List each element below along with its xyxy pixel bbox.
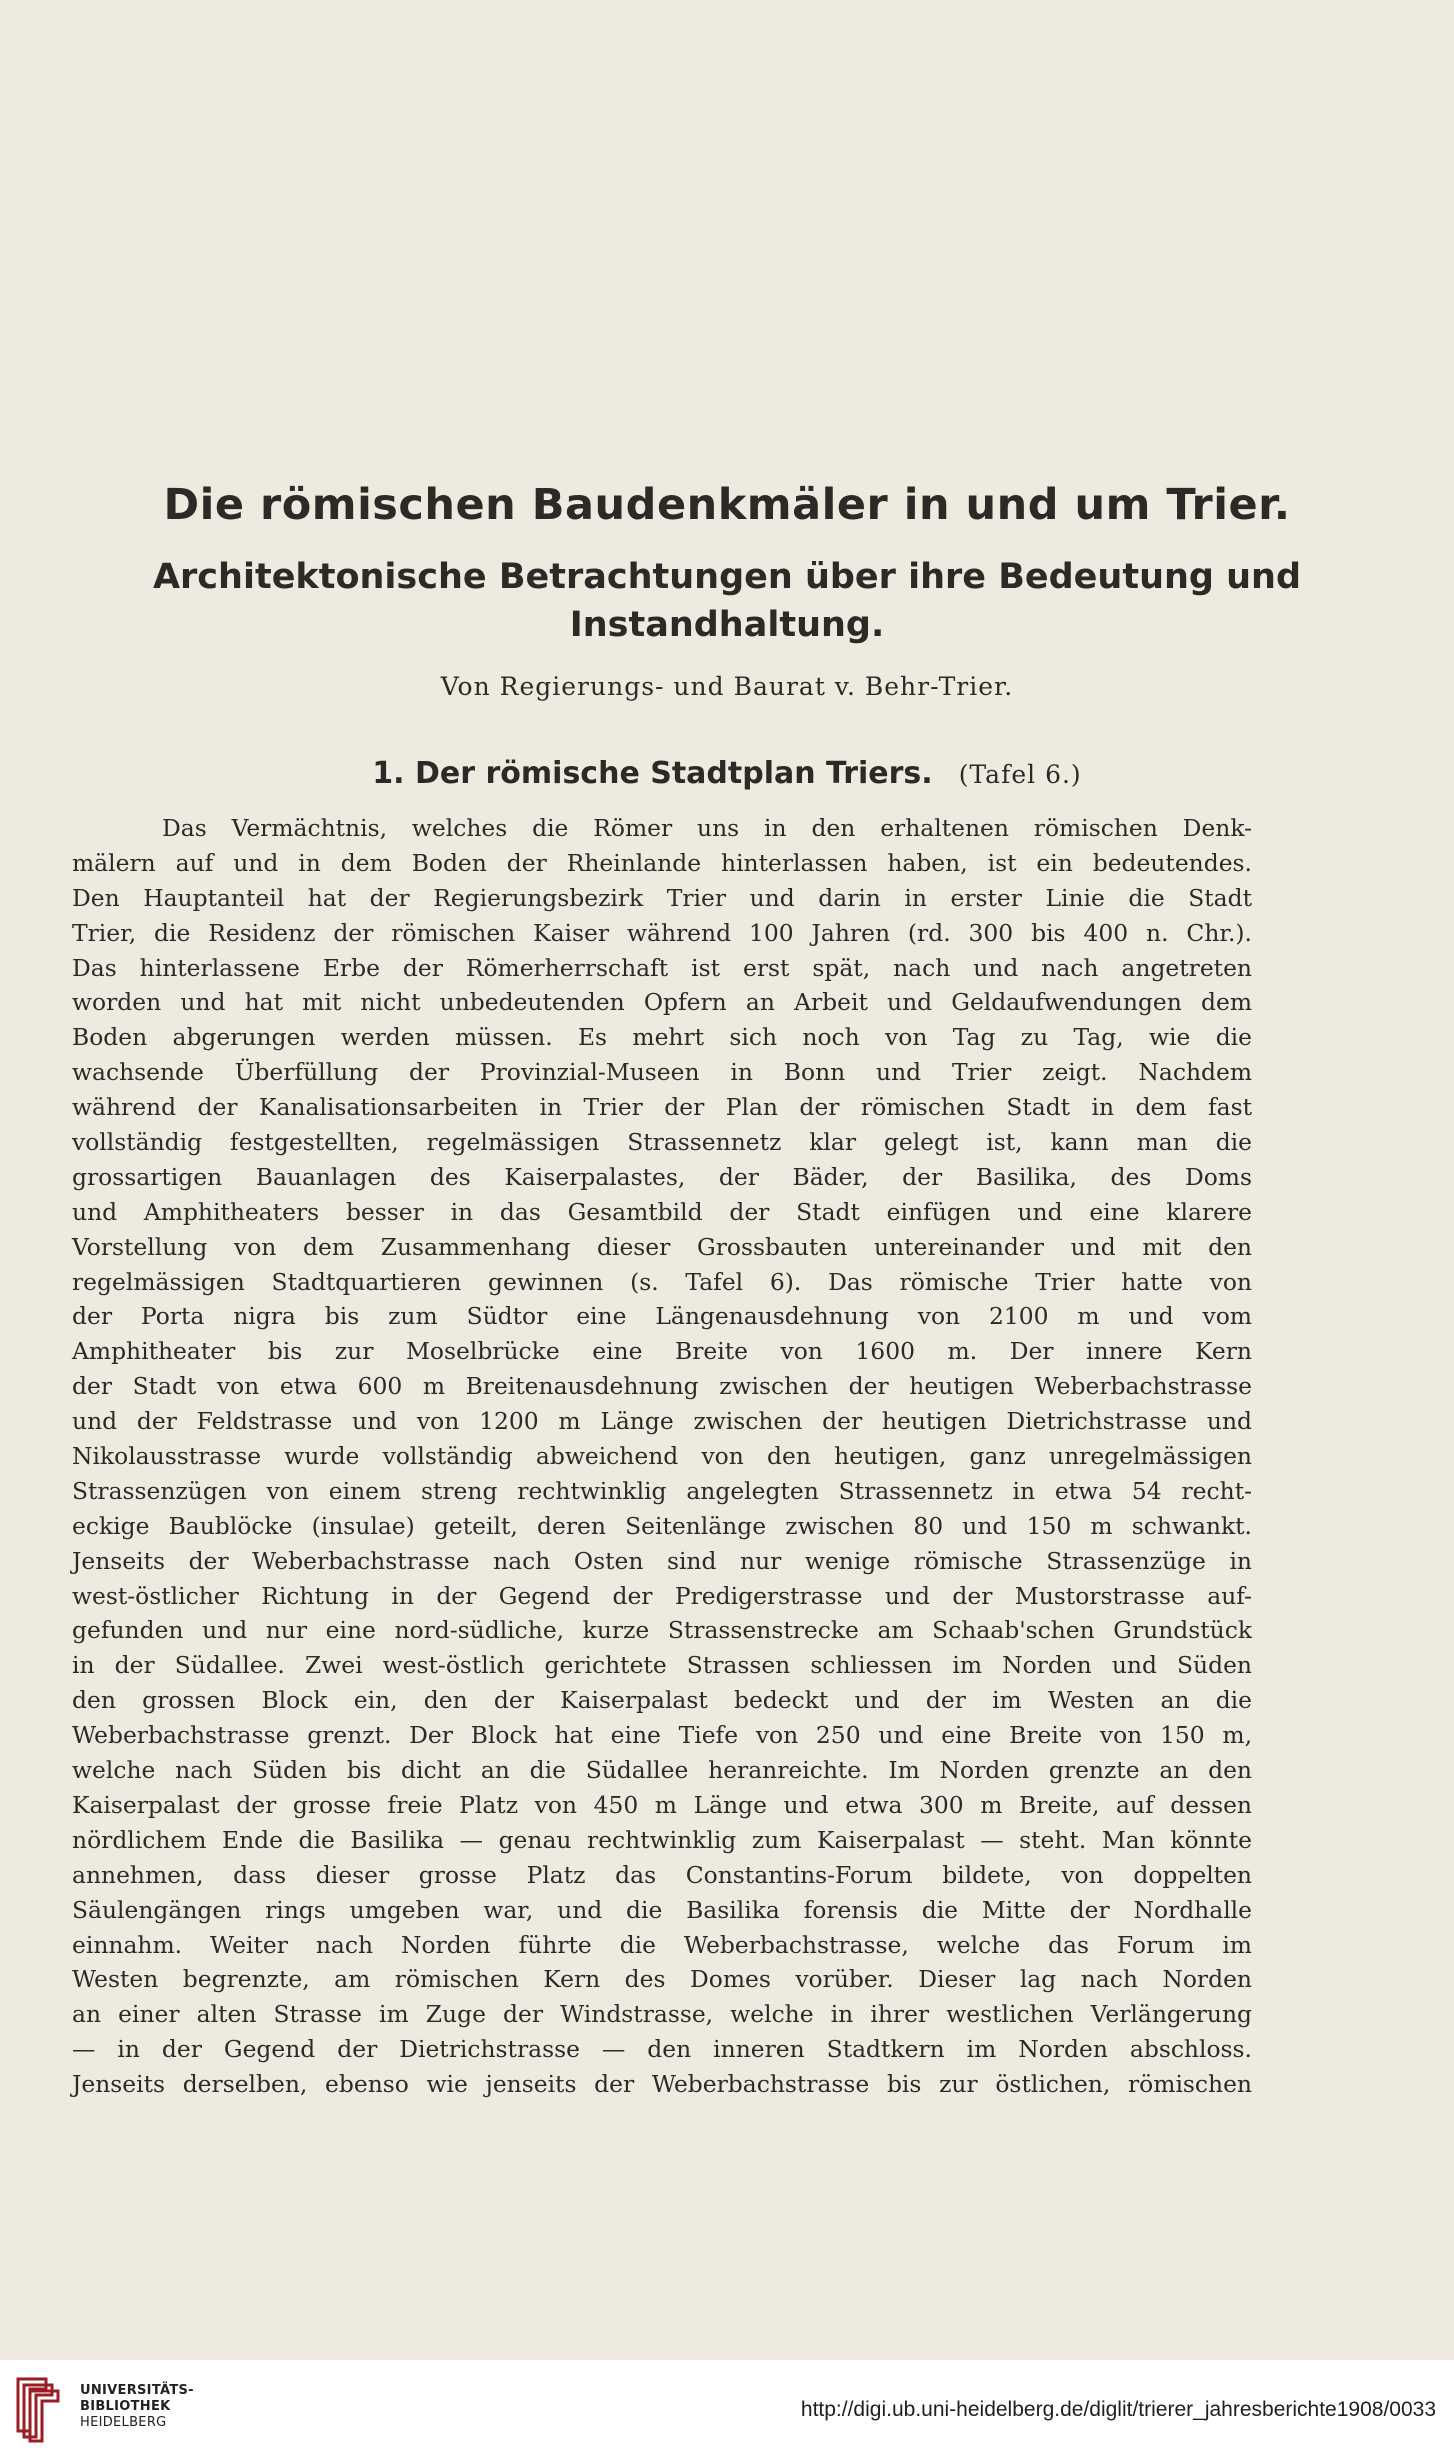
body-text: [72, 811, 1252, 2102]
text-line: annehmen, dass dieser grosse Platz das Constantins-Forum bildete, von doppelten: [72, 1860, 1252, 1889]
text-line: den grossen Block ein, den der Kaiserpalast bedeckt und der im Westen an die: [72, 1686, 1252, 1715]
text-line: und Amphitheaters besser in das Gesamtbild der Stadt einfügen und eine klarere: [72, 1197, 1252, 1226]
text-line: nördlichem Ende die Basilika — genau rechtwinklig zum Kaiserpalast — steht. Man könnte: [72, 1825, 1252, 1854]
text-line: Trier, die Residenz der römischen Kaiser während 100 Jahren (rd. 300 bis 400 n. Chr.).: [72, 918, 1252, 947]
text-line: in der Südallee. Zwei west-östlich gerichtete Strassen schliessen im Norden und Süden: [72, 1651, 1252, 1680]
source-url-link[interactable]: http://digi.ub.uni-heidelberg.de/diglit/trierer_jahresberichte1908/0033: [800, 2398, 1436, 2421]
text-line: — in der Gegend der Dietrichstrasse — den inneren Stadtkern im Norden abschloss.: [72, 2035, 1252, 2064]
section-title: 1. Der römische Stadtplan Triers.: [372, 756, 933, 791]
text-line: wachsende Überfüllung der Provinzial-Museen in Bonn und Trier zeigt. Nachdem: [72, 1058, 1252, 1087]
library-name: [80, 2383, 194, 2431]
text-line: Jenseits derselben, ebenso wie jenseits der Weberbachstrasse bis zur östlichen, römischen: [72, 2070, 1252, 2099]
text-line: an einer alten Strasse im Zuge der Windstrasse, welche in ihrer westlichen Verlängerung: [72, 2000, 1252, 2029]
article-title: Die römischen Baudenkmäler in und um Trier.: [163, 480, 1291, 530]
library-name-line: BIBLIOTHEK: [80, 2399, 171, 2414]
text-line: Das Vermächtnis, welches die Römer uns in den erhaltenen römischen Denk-: [162, 814, 1252, 842]
text-line: eckige Baublöcke (insulae) geteilt, deren Seitenlänge zwischen 80 und 150 m schwankt.: [72, 1511, 1252, 1540]
section-plate-reference: (Tafel 6.): [958, 760, 1082, 789]
section-heading: [0, 756, 1454, 791]
text-line: worden und hat mit nicht unbedeutenden Opfern an Arbeit und Geldaufwendungen dem: [72, 988, 1252, 1017]
text-line: Weberbachstrasse grenzt. Der Block hat eine Tiefe von 250 und eine Breite von 150 m,: [72, 1721, 1252, 1750]
library-name-line: HEIDELBERG: [80, 2415, 167, 2430]
text-line: Nikolausstrasse wurde vollständig abweichend von den heutigen, ganz unregelmässigen: [72, 1442, 1252, 1471]
text-line: vollständig festgestellten, regelmässigen Strassennetz klar gelegt ist, kann man die: [72, 1128, 1252, 1157]
text-line: Den Hauptanteil hat der Regierungsbezirk Trier und darin in erster Linie die Stadt: [72, 883, 1252, 912]
text-line: und der Feldstrasse und von 1200 m Länge zwischen der heutigen Dietrichstrasse und: [72, 1407, 1252, 1436]
text-line: Amphitheater bis zur Moselbrücke eine Breite von 1600 m. Der innere Kern: [72, 1337, 1252, 1366]
text-line: mälern auf und in dem Boden der Rheinlande hinterlassen haben, ist ein bedeutendes.: [72, 848, 1252, 877]
text-line: Westen begrenzte, am römischen Kern des Domes vorüber. Dieser lag nach Norden: [72, 1965, 1252, 1994]
text-line: grossartigen Bauanlagen des Kaiserpalastes, der Bäder, der Basilika, des Doms: [72, 1162, 1252, 1191]
text-line: regelmässigen Stadtquartieren gewinnen (s. Tafel 6). Das römische Trier hatte von: [72, 1267, 1252, 1296]
text-line: west-östlicher Richtung in der Gegend der Predigerstrasse und der Mustorstrasse auf-: [72, 1581, 1252, 1610]
text-line: Kaiserpalast der grosse freie Platz von 450 m Länge und etwa 300 m Breite, auf dessen: [72, 1790, 1252, 1819]
text-line: Jenseits der Weberbachstrasse nach Osten sind nur wenige römische Strassenzüge in: [72, 1546, 1252, 1575]
text-line: der Stadt von etwa 600 m Breitenausdehnung zwischen der heutigen Weberbachstrasse: [72, 1372, 1252, 1401]
text-line: während der Kanalisationsarbeiten in Trier der Plan der römischen Stadt in dem fast: [72, 1093, 1252, 1122]
library-name-line: UNIVERSITÄTS-: [80, 2383, 194, 2398]
text-line: Das hinterlassene Erbe der Römerherrschaft ist erst spät, nach und nach angetreten: [72, 953, 1252, 982]
text-line: gefunden und nur eine nord-südliche, kurze Strassenstrecke am Schaab'schen Grundstück: [72, 1616, 1252, 1645]
article-author: Von Regierungs- und Baurat v. Behr-Trier.: [440, 672, 1014, 701]
text-line: Boden abgerungen werden müssen. Es mehrt sich noch von Tag zu Tag, wie die: [72, 1023, 1252, 1052]
text-line: einnahm. Weiter nach Norden führte die Weberbachstrasse, welche das Forum im: [72, 1930, 1252, 1959]
text-line: welche nach Süden bis dicht an die Südallee heranreichte. Im Norden grenzte an den: [72, 1756, 1252, 1785]
library-logo-icon: [14, 2375, 64, 2445]
text-line: der Porta nigra bis zum Südtor eine Längenausdehnung von 2100 m und vom: [72, 1302, 1252, 1331]
text-line: Säulengängen rings umgeben war, und die Basilika forensis die Mitte der Nordhalle: [72, 1895, 1252, 1924]
text-line: Strassenzügen von einem streng rechtwinklig angelegten Strassennetz in etwa 54 recht-: [72, 1476, 1252, 1505]
text-line: Vorstellung von dem Zusammenhang dieser Grossbauten untereinander und mit den: [72, 1232, 1252, 1261]
article-subtitle: Architektonische Betrachtungen über ihre Bedeutung und Instandhaltung.: [152, 557, 1302, 645]
